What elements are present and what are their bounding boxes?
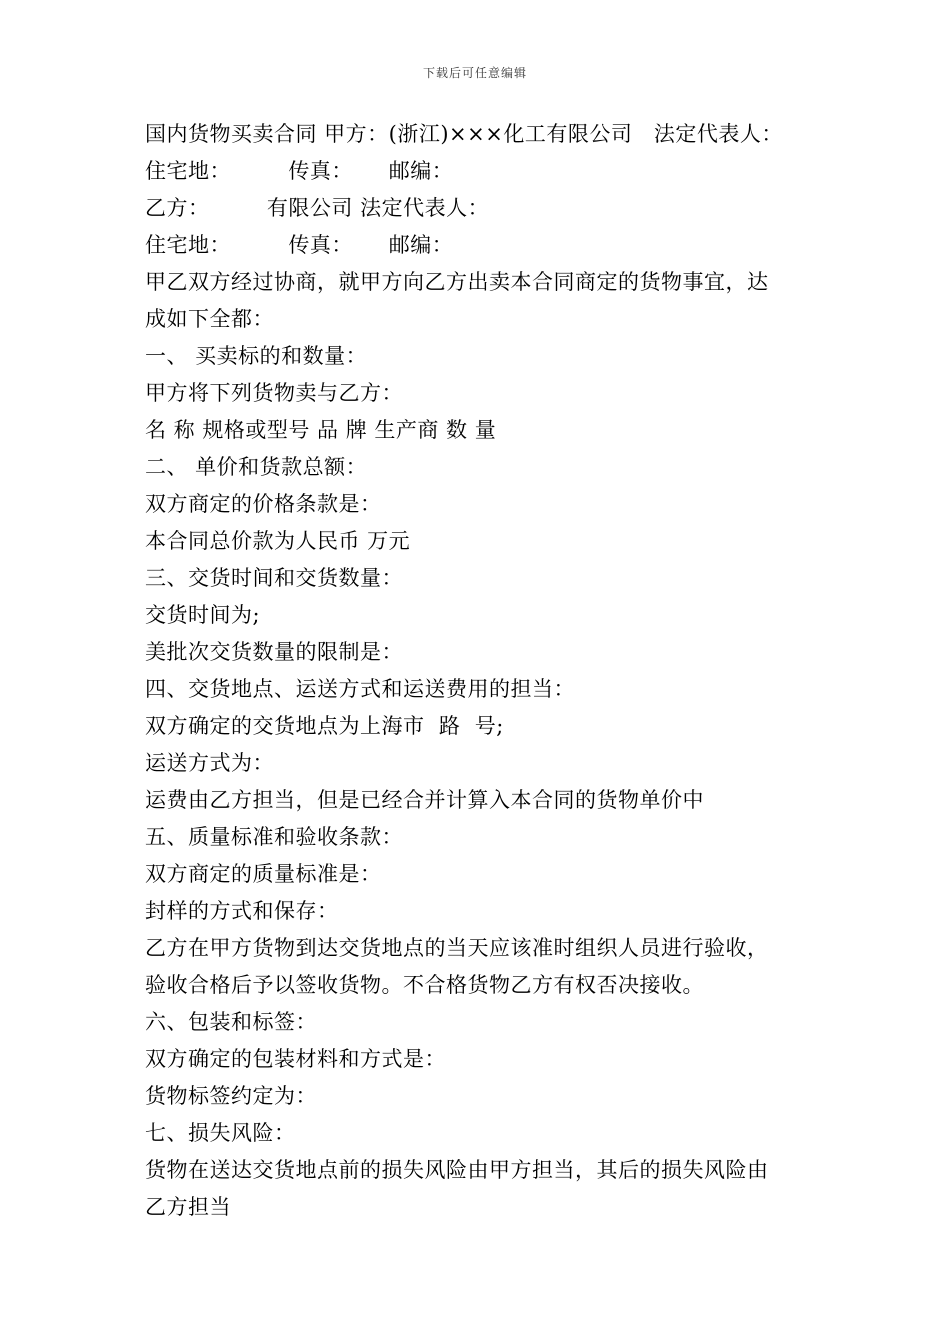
- text-line: 运费由乙方担当，但是已经合并计算入本合同的货物单价中: [145, 788, 704, 812]
- text-line: 住宅地： 传真： 邮编：: [145, 233, 454, 257]
- section-heading: 二、 单价和货款总额：: [145, 455, 368, 479]
- text-line: 甲方将下列货物卖与乙方：: [145, 381, 403, 405]
- text-line: 本合同总价款为人民币 万元: [145, 529, 411, 553]
- text-line: 运送方式为：: [145, 751, 274, 775]
- text-line: 乙方： 有限公司 法定代表人：: [145, 196, 490, 220]
- section-heading: 七、损失风险：: [145, 1121, 296, 1145]
- text-line: 名 称 规格或型号 品 牌 生产商 数 量: [145, 418, 497, 442]
- text-line: 交货时间为;: [145, 603, 261, 627]
- contract-body: [145, 116, 810, 1226]
- section-heading: 六、包装和标签：: [145, 1010, 317, 1034]
- text-line: 货物在送达交货地点前的损失风险由甲方担当，其后的损失风险由: [145, 1158, 769, 1182]
- text-line: 双方确定的交货地点为上海市 路 号;: [145, 714, 504, 738]
- text-line: 验收合格后予以签收货物。不合格货物乙方有权否决接收。: [145, 973, 704, 997]
- text-line: 封样的方式和保存：: [145, 899, 339, 923]
- text-line: 成如下全都：: [145, 307, 274, 331]
- text-line: 乙方在甲方货物到达交货地点的当天应该准时组织人员进行验收，: [145, 936, 769, 960]
- text-line: 国内货物买卖合同 甲方：(浙江)×××化工有限公司 法定代表人：: [145, 122, 783, 146]
- text-line: 住宅地： 传真： 邮编：: [145, 159, 454, 183]
- section-heading: 四、交货地点、运送方式和运送费用的担当：: [145, 677, 575, 701]
- text-line: 美批次交货数量的限制是：: [145, 640, 403, 664]
- text-line: 双方确定的包装材料和方式是：: [145, 1047, 446, 1071]
- section-heading: 三、交货时间和交货数量：: [145, 566, 403, 590]
- text-line: 货物标签约定为：: [145, 1084, 317, 1108]
- header-note: 下载后可任意编辑: [422, 66, 527, 80]
- text-line: 双方商定的质量标准是：: [145, 862, 382, 886]
- section-heading: 一、 买卖标的和数量：: [145, 344, 368, 368]
- text-line: 乙方担当: [145, 1195, 231, 1219]
- text-line: 甲乙双方经过协商，就甲方向乙方出卖本合同商定的货物事宜，达: [145, 270, 769, 294]
- section-heading: 五、质量标准和验收条款：: [145, 825, 403, 849]
- text-line: 双方商定的价格条款是：: [145, 492, 382, 516]
